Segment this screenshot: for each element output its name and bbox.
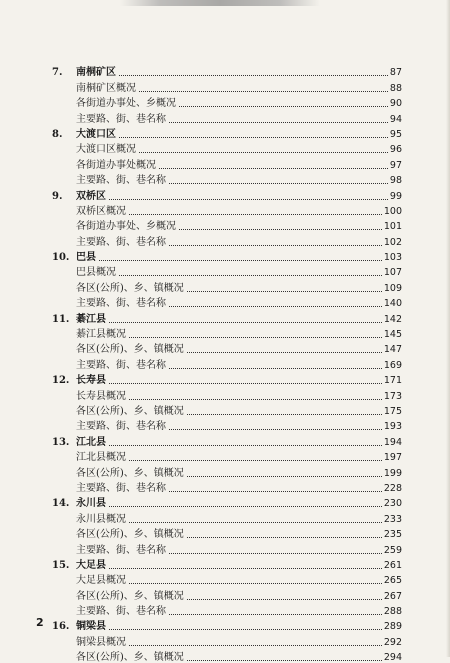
dot-leader [169, 182, 388, 184]
dot-leader [109, 505, 382, 507]
dot-leader [169, 121, 388, 123]
page-ref: 292 [383, 636, 402, 648]
toc-entry-row [52, 479, 402, 494]
dot-leader [129, 459, 382, 461]
dot-leader [179, 105, 388, 107]
toc-entry-row [52, 448, 402, 463]
entry-label: 各区(公所)、乡、镇概况 [76, 282, 184, 294]
page-ref: 197 [383, 452, 402, 464]
toc-section-row [52, 309, 402, 324]
toc-entry-row [52, 509, 402, 524]
page-ref: 288 [383, 606, 402, 618]
section-number: 13. [52, 436, 70, 448]
section-number: 11. [52, 313, 70, 325]
page-ref: 88 [389, 82, 402, 94]
entry-label: 主要路、街、巷名称 [76, 298, 166, 310]
section-number: 15. [52, 559, 70, 571]
toc-section-row [52, 432, 402, 447]
section-number: 14. [52, 498, 70, 510]
entry-label: 主要路、街、巷名称 [76, 606, 166, 618]
page-ref: 169 [383, 359, 402, 371]
entry-label: 主要路、街、巷名称 [76, 175, 166, 187]
dot-leader [139, 151, 388, 153]
dot-leader [169, 552, 382, 554]
entry-label: 主要路、街、巷名称 [76, 359, 166, 371]
section-title: 长寿县 [76, 375, 106, 387]
dot-leader [109, 382, 382, 384]
toc-entry-row [52, 586, 402, 601]
page-ref: 96 [389, 144, 402, 156]
entry-label: 各街道办事处、乡概况 [76, 221, 176, 233]
entry-label: 各区(公所)、乡、镇概况 [76, 467, 184, 479]
toc-section-row [52, 63, 402, 78]
toc-entry-row [52, 402, 402, 417]
page-ref: 233 [383, 513, 402, 525]
toc-entry-row [52, 263, 402, 278]
toc-entry-row [52, 94, 402, 109]
section-number: 12. [52, 375, 70, 387]
section-title: 南桐矿区 [76, 67, 116, 79]
toc-entry-row [52, 540, 402, 555]
section-number: 16. [52, 621, 70, 633]
entry-label: 南桐矿区概况 [76, 82, 136, 94]
page-ref: 294 [383, 652, 402, 663]
page-number: 2 [36, 616, 44, 629]
toc-entry-row [52, 78, 402, 93]
toc-entry-row [52, 155, 402, 170]
entry-label: 各区(公所)、乡、镇概况 [76, 344, 184, 356]
page-ref: 267 [383, 590, 402, 602]
dot-leader [109, 567, 382, 569]
dot-leader [139, 90, 388, 92]
scan-artifact [120, 0, 320, 6]
page-ref: 259 [383, 544, 402, 556]
toc-entry-row [52, 232, 402, 247]
toc-entry-row [52, 648, 402, 663]
entry-label: 主要路、街、巷名称 [76, 421, 166, 433]
page-ref: 103 [383, 252, 402, 264]
toc-entry-row [52, 294, 402, 309]
page-ref: 100 [383, 205, 402, 217]
page-ref: 289 [383, 621, 402, 633]
page-ref: 261 [383, 559, 402, 571]
entry-label: 各区(公所)、乡、镇概况 [76, 405, 184, 417]
entry-label: 各区(公所)、乡、镇概况 [76, 652, 184, 663]
page-edge [446, 0, 450, 657]
dot-leader [99, 259, 382, 261]
section-number: 7. [52, 67, 63, 79]
dot-leader [187, 351, 382, 353]
page-ref: 102 [383, 236, 402, 248]
page-ref: 147 [383, 344, 402, 356]
section-number: 10. [52, 252, 70, 264]
entry-label: 各区(公所)、乡、镇概况 [76, 590, 184, 602]
page-ref: 94 [389, 113, 402, 125]
page-ref: 175 [383, 405, 402, 417]
dot-leader [169, 244, 382, 246]
toc-entry-row [52, 325, 402, 340]
toc-entry-row [52, 202, 402, 217]
page-ref: 98 [389, 175, 402, 187]
page-ref: 140 [383, 298, 402, 310]
page-ref: 107 [383, 267, 402, 279]
entry-label: 主要路、街、巷名称 [76, 236, 166, 248]
page-ref: 90 [389, 98, 402, 110]
dot-leader [109, 444, 382, 446]
entry-label: 各街道办事处、乡概况 [76, 98, 176, 110]
section-title: 大足县 [76, 559, 106, 571]
page-ref: 230 [383, 498, 402, 510]
dot-leader [169, 613, 382, 615]
dot-leader [109, 628, 382, 630]
dot-leader [129, 644, 382, 646]
section-title: 巴县 [76, 252, 96, 264]
toc-section-row [52, 248, 402, 263]
dot-leader [187, 475, 382, 477]
section-title: 铜梁县 [76, 621, 106, 633]
page-ref: 99 [389, 190, 402, 202]
entry-label: 各街道办事处概况 [76, 159, 156, 171]
dot-leader [179, 228, 382, 230]
page-ref: 95 [389, 128, 402, 140]
entry-label: 永川县概况 [76, 513, 126, 525]
entry-label: 主要路、街、巷名称 [76, 482, 166, 494]
toc-section-row [52, 371, 402, 386]
dot-leader [159, 167, 388, 169]
dot-leader [129, 213, 382, 215]
dot-leader [169, 305, 382, 307]
section-title: 大渡口区 [76, 128, 116, 140]
entry-label: 大足县概况 [76, 575, 126, 587]
dot-leader [129, 336, 382, 338]
page-ref: 101 [383, 221, 402, 233]
toc-entry-row [52, 525, 402, 540]
entry-label: 江北县概况 [76, 452, 126, 464]
dot-leader [119, 136, 388, 138]
dot-leader [187, 290, 382, 292]
toc-section-row [52, 186, 402, 201]
entry-label: 长寿县概况 [76, 390, 126, 402]
section-number: 9. [52, 190, 63, 202]
page-ref: 194 [383, 436, 402, 448]
toc-entry-row [52, 571, 402, 586]
dot-leader [187, 413, 382, 415]
entry-label: 各区(公所)、乡、镇概况 [76, 529, 184, 541]
page-ref: 97 [389, 159, 402, 171]
page-ref: 142 [383, 313, 402, 325]
toc-entry-row [52, 632, 402, 647]
page-ref: 199 [383, 467, 402, 479]
toc-section-row [52, 556, 402, 571]
section-title: 双桥区 [76, 190, 106, 202]
dot-leader [187, 536, 382, 538]
page-ref: 145 [383, 329, 402, 341]
entry-label: 双桥区概况 [76, 205, 126, 217]
toc-entry-row [52, 386, 402, 401]
toc-section-row [52, 125, 402, 140]
toc-entry-row [52, 217, 402, 232]
dot-leader [129, 398, 382, 400]
entry-label: 铜梁县概况 [76, 636, 126, 648]
page-ref: 109 [383, 282, 402, 294]
entry-label: 綦江县概况 [76, 329, 126, 341]
entry-label: 巴县概况 [76, 267, 116, 279]
dot-leader [119, 74, 388, 76]
page-ref: 265 [383, 575, 402, 587]
toc-entry-row [52, 278, 402, 293]
toc-entry-row [52, 463, 402, 478]
dot-leader [129, 521, 382, 523]
table-of-contents [52, 63, 402, 663]
toc-entry-row [52, 340, 402, 355]
toc-section-row [52, 494, 402, 509]
section-title: 綦江县 [76, 313, 106, 325]
dot-leader [119, 274, 382, 276]
dot-leader [169, 490, 382, 492]
section-title: 江北县 [76, 436, 106, 448]
toc-entry-row [52, 171, 402, 186]
dot-leader [169, 367, 382, 369]
dot-leader [187, 598, 382, 600]
dot-leader [169, 428, 382, 430]
toc-entry-row [52, 109, 402, 124]
page-ref: 235 [383, 529, 402, 541]
section-number: 8. [52, 128, 63, 140]
dot-leader [187, 659, 382, 661]
page-ref: 228 [383, 482, 402, 494]
dot-leader [109, 321, 382, 323]
toc-entry-row [52, 355, 402, 370]
dot-leader [109, 198, 388, 200]
page-ref: 173 [383, 390, 402, 402]
page-ref: 87 [389, 67, 402, 79]
page-ref: 171 [383, 375, 402, 387]
toc-entry-row [52, 417, 402, 432]
toc-entry-row [52, 602, 402, 617]
toc-section-row [52, 617, 402, 632]
dot-leader [129, 582, 382, 584]
entry-label: 大渡口区概况 [76, 144, 136, 156]
entry-label: 主要路、街、巷名称 [76, 544, 166, 556]
section-title: 永川县 [76, 498, 106, 510]
toc-entry-row [52, 140, 402, 155]
page-ref: 193 [383, 421, 402, 433]
entry-label: 主要路、街、巷名称 [76, 113, 166, 125]
